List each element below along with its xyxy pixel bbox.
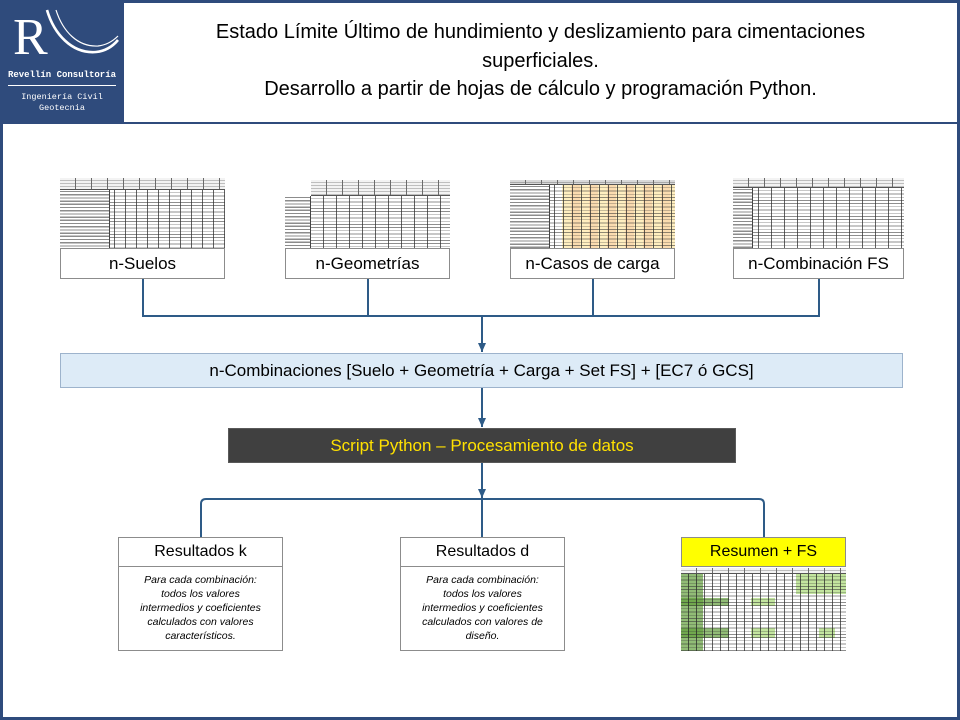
resumen-spreadsheet-thumbnail [681,568,846,651]
sheet-header-row [510,180,675,185]
description-line: Para cada combinación: [426,574,539,586]
sheet-header-row [311,180,450,196]
geometrias-spreadsheet-thumbnail [285,180,450,248]
sheet-header-row [681,568,846,574]
input-combinacion-fs-label: n-Combinación FS [748,253,889,273]
input-suelos [60,248,225,279]
connector-outputs-bus [201,499,764,537]
title-line-2: superficiales. [482,49,599,72]
output-resultados-d-title: Resultados d [435,543,530,560]
slide-title [124,18,957,104]
output-resultados-k-title: Resultados k [154,543,247,560]
title-line-3: Desarrollo a partir de hojas de cálculo y programación Python. [264,78,817,100]
logo-company-name: Revellín Consultoría [7,70,117,80]
logo-tagline-2: Geotecnia [39,103,85,113]
input-suelos-label: n-Suelos [108,253,177,273]
description-line: calculados con valores [147,616,254,628]
input-geometrias-label: n-Geometrías [315,253,420,273]
python-script-label: Script Python – Procesamiento de datos [330,435,634,455]
sheet-grid [681,574,846,651]
sheet-first-column [60,190,110,248]
sheet-first-column [510,185,550,248]
description-line: intermedios y coeficientes [422,602,543,614]
sheet-header-row [733,178,904,188]
sheet-header-row [60,178,225,190]
output-resultados-k [118,537,283,567]
logo-letter: R [13,9,48,64]
combinations-label: n-Combinaciones [Suelo + Geometría + Carga + Set FS] + [EC7 ó GCS] [209,360,754,380]
logo-tagline-1: Ingeniería Civil [21,92,103,102]
output-resultados-k-description [118,566,283,651]
company-logo [0,0,124,124]
description-line: todos los valores [161,588,240,600]
output-resumen-fs [681,537,846,567]
python-script-box [228,428,736,463]
input-casos-carga-label: n-Casos de carga [525,253,660,273]
description-line: Para cada combinación: [144,574,257,586]
combinacion-fs-spreadsheet-thumbnail [733,178,904,248]
output-resultados-d [400,537,565,567]
description-line: calculados con valores de [422,616,543,628]
input-geometrias [285,248,450,279]
input-casos-carga [510,248,675,279]
description-line: diseño. [465,630,500,642]
output-resultados-d-description [400,566,565,651]
input-combinacion-fs [733,248,904,279]
sheet-grid [733,188,904,248]
combinations-box [60,353,903,388]
casos-carga-spreadsheet-thumbnail [510,180,675,248]
sheet-first-column [733,188,753,248]
sheet-first-column [285,196,311,248]
output-resumen-fs-title: Resumen + FS [709,543,818,560]
header-divider [0,122,960,124]
logo-mark [0,0,124,64]
title-line-1: Estado Límite Último de hundimiento y deslizamiento para cimentaciones [215,21,866,43]
logo-divider [8,85,116,86]
description-line: todos los valores [443,588,522,600]
description-line: intermedios y coeficientes [140,602,261,614]
suelos-spreadsheet-thumbnail [60,178,225,248]
description-line: característicos. [165,630,236,642]
